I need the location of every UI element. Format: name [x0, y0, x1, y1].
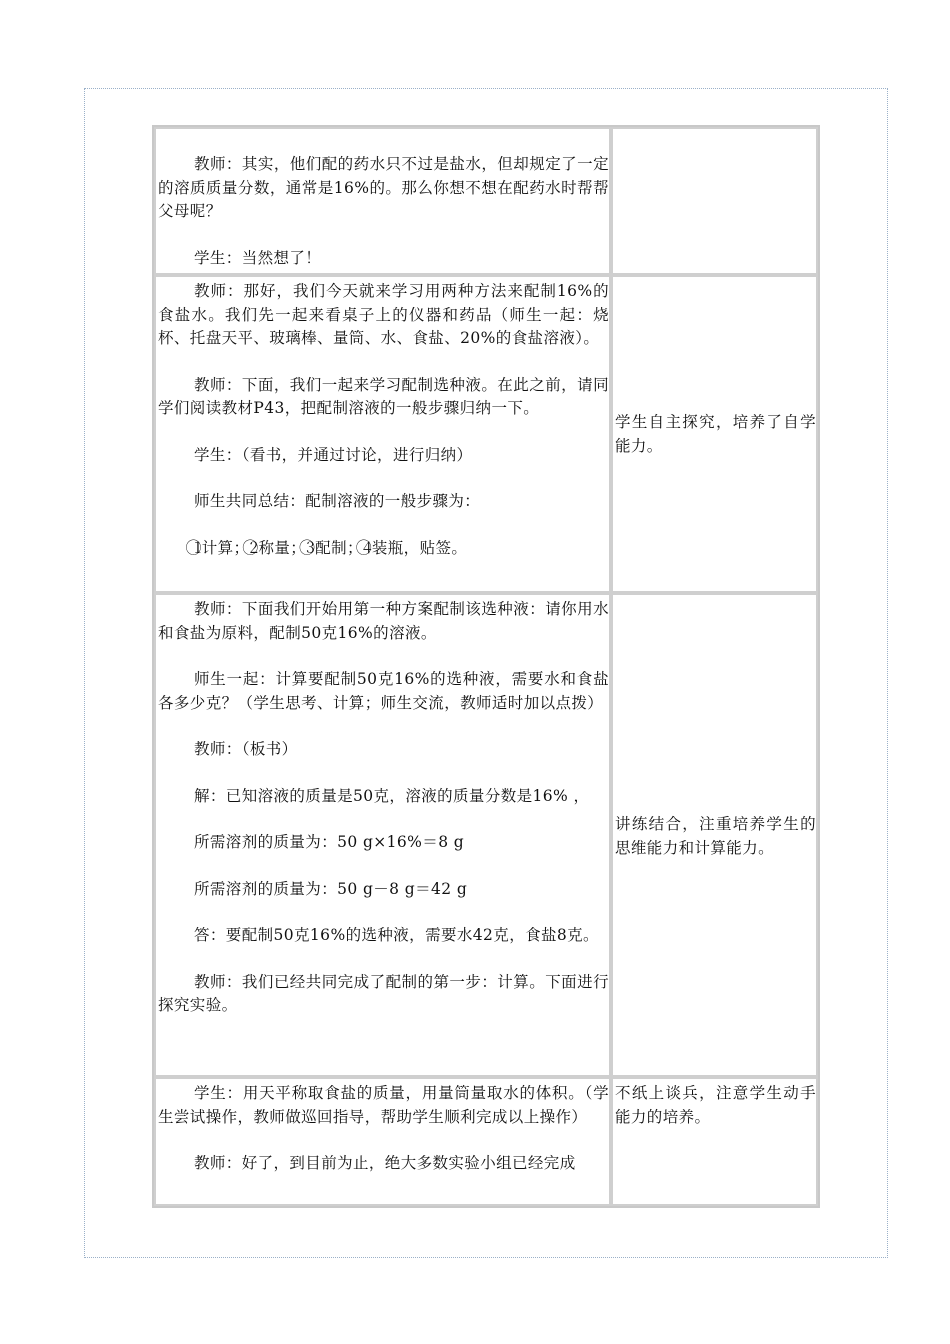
paragraph: 教师：下面，我们一起来学习配制选种液。在此之前，请同学们阅读教材P43，把配制溶液的一般步骤归纳一下。	[158, 375, 609, 417]
table-row	[154, 275, 818, 593]
paragraph: 教师：下面我们开始用第一种方案配制该选种液：请你用水和食盐为原料，配制50克16%的溶液。	[158, 600, 609, 642]
design-intent-text: 不纸上谈兵，注意学生动手能力的培养。	[615, 1084, 816, 1126]
table-row	[154, 593, 818, 1077]
teaching-process-cell	[154, 593, 611, 1077]
paragraph: 答：要配制50克16%的选种液，需要水42克，食盐8克。	[194, 926, 599, 944]
paragraph: 所需溶剂的质量为：50 g－8 g＝42 g	[194, 879, 468, 898]
paragraph: 教师：我们已经共同完成了配制的第一步：计算。下面进行探究实验。	[158, 972, 609, 1014]
paragraph: 师生一起：计算要配制50克16%的选种液，需要水和食盐各多少克？（学生思考、计算；师生交流，教师适时加以点拨）	[158, 670, 609, 712]
paragraph: 1⃝计算；2⃝称量；3⃝配制；4⃝装瓶，贴签。	[194, 538, 468, 557]
paragraph: 教师：其实，他们配的药水只不过是盐水，但却规定了一定的溶质质量分数，通常是16%的。那么你想不想在配药水时帮帮父母呢？	[158, 155, 609, 220]
paragraph: 师生共同总结：配制溶液的一般步骤为：	[194, 492, 481, 510]
table-row	[154, 1077, 818, 1206]
teaching-process-cell	[154, 1077, 611, 1206]
table-row	[154, 127, 818, 275]
design-intent-cell	[611, 593, 818, 1077]
teaching-process-cell	[154, 275, 611, 593]
paragraph: 所需溶剂的质量为：50 g×16%＝8 g	[194, 833, 465, 851]
paragraph: 学生：当然想了！	[194, 248, 322, 267]
design-intent-text: 讲练结合，注重培养学生的思维能力和计算能力。	[615, 815, 816, 857]
design-intent-cell	[611, 1077, 818, 1206]
paragraph: 学生：（看书，并通过讨论，进行归纳）	[194, 445, 473, 464]
teaching-process-cell	[154, 127, 611, 275]
design-intent-cell	[611, 275, 818, 593]
design-intent-text: 学生自主探究，培养了自学能力。	[615, 413, 816, 455]
paragraph: 教师：好了，到目前为止，绝大多数实验小组已经完成	[194, 1154, 576, 1172]
paragraph: 学生：用天平称取食盐的质量，用量筒量取水的体积。（学生尝试操作，教师做巡回指导，帮助学生顺利完成以上操作）	[158, 1084, 609, 1126]
paragraph: 教师：（板书）	[194, 740, 298, 758]
lesson-table	[152, 125, 820, 1208]
design-intent-cell	[611, 127, 818, 275]
paragraph: 解：已知溶液的质量是50克，溶液的质量分数是16% ，	[194, 786, 590, 805]
paragraph: 教师：那好，我们今天就来学习用两种方法来配制16%的食盐水。我们先一起来看桌子上的仪器和药品（师生一起：烧杯、托盘天平、玻璃棒、量筒、水、食盐、20%的食盐溶液）。	[158, 282, 609, 347]
